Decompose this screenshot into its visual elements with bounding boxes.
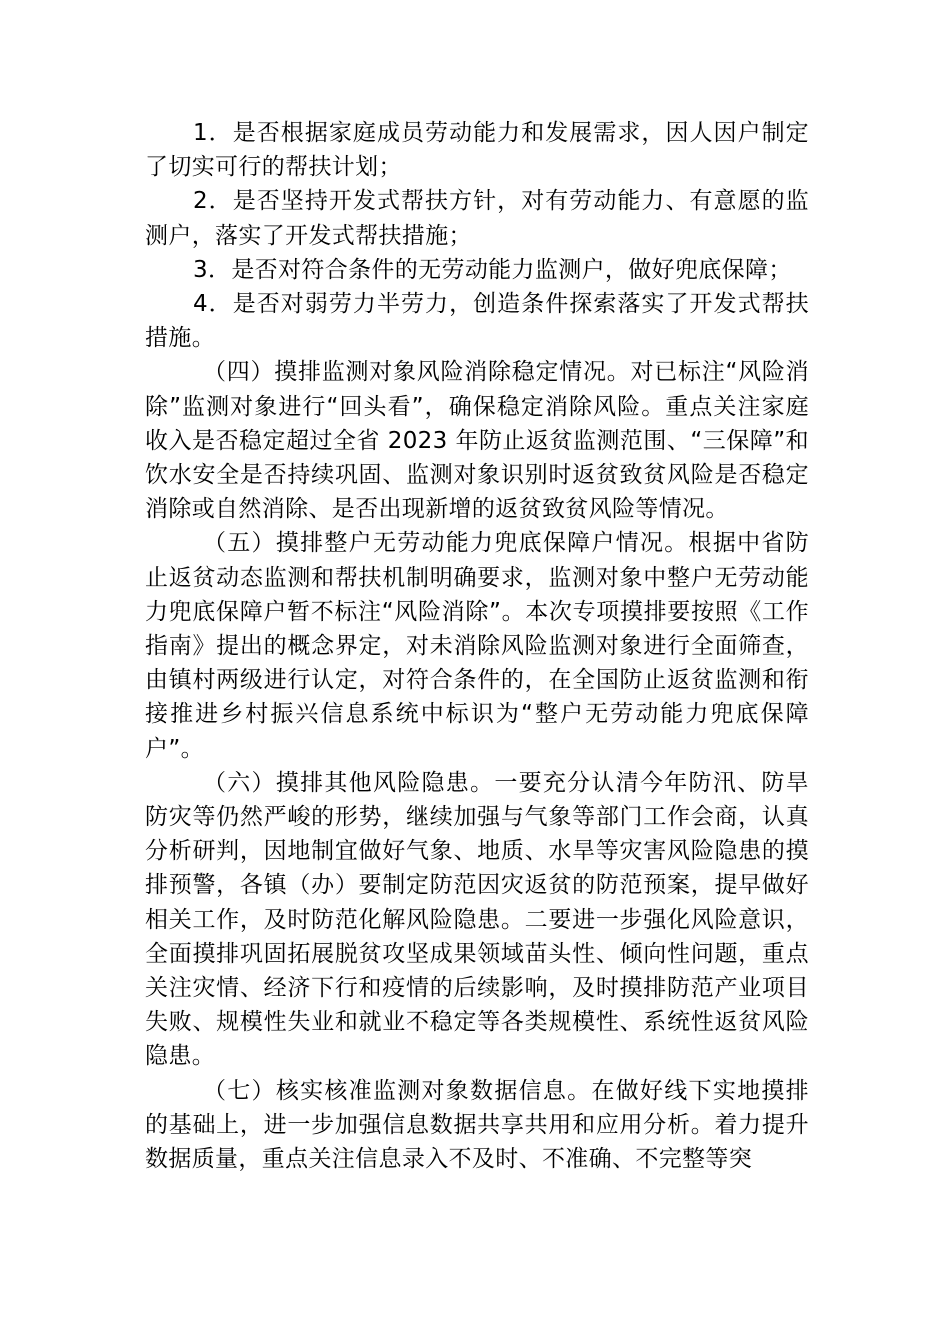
section-6-paragraph: （六）摸排其他风险隐患。一要充分认清今年防汛、防旱防灾等仍然严峻的形势，继续加强与气象等部门工作会商，认真分析研判，因地制宜做好气象、地质、水旱等灾害风险隐患的摸排预警，各镇（办）要制定防范因灾返贫的防范预案，提早做好相关工作，及时防范化解风险隐患。二要进一步强化风险意识，全面摸排巩固拓展脱贫攻坚成果领域苗头性、倾向性问题，重点关注灾情、经济下行和疫情的后续影响，及时摸排防范产业项目失败、规模性失业和就业不稳定等各类规模性、系统性返贫风险隐患。 bbox=[145, 769, 809, 1070]
paragraph-item-1: 1．是否根据家庭成员劳动能力和发展需求，因人因户制定了切实可行的帮扶计划； bbox=[145, 120, 809, 181]
section-4-paragraph: （四）摸排监测对象风险消除稳定情况。对已标注“风险消除”监测对象进行“回头看”，确保稳定消除风险。重点关注家庭收入是否稳定超过全省 2023 年防止返贫监测范围、“三保障”和饮水安全是否持续巩固、监测对象识别时返贫致贫风险是否稳定消除或自然消除、是否出现新增的返贫致贫风险等情况。 bbox=[145, 359, 809, 523]
paragraph-item-4: 4．是否对弱劳力半劳力，创造条件探索落实了开发式帮扶措施。 bbox=[145, 291, 809, 352]
paragraph-item-2: 2．是否坚持开发式帮扶方针，对有劳动能力、有意愿的监测户，落实了开发式帮扶措施； bbox=[145, 188, 809, 249]
paragraph-item-3: 3．是否对符合条件的无劳动能力监测户，做好兜底保障； bbox=[193, 256, 792, 283]
section-5-paragraph: （五）摸排整户无劳动能力兜底保障户情况。根据中省防止返贫动态监测和帮扶机制明确要求，监测对象中整户无劳动能力兜底保障户暂不标注“风险消除”。本次专项摸排要按照《工作指南》提出的概念界定，对未消除风险监测对象进行全面筛查，由镇村两级进行认定，对符合条件的，在全国防止返贫监测和衔接推进乡村振兴信息系统中标识为“整户无劳动能力兜底保障户”。 bbox=[145, 530, 809, 762]
document-body bbox=[145, 116, 809, 1176]
section-7-paragraph: （七）核实核准监测对象数据信息。在做好线下实地摸排的基础上，进一步加强信息数据共享共用和应用分析。着力提升数据质量，重点关注信息录入不及时、不准确、不完整等突 bbox=[145, 1077, 809, 1173]
